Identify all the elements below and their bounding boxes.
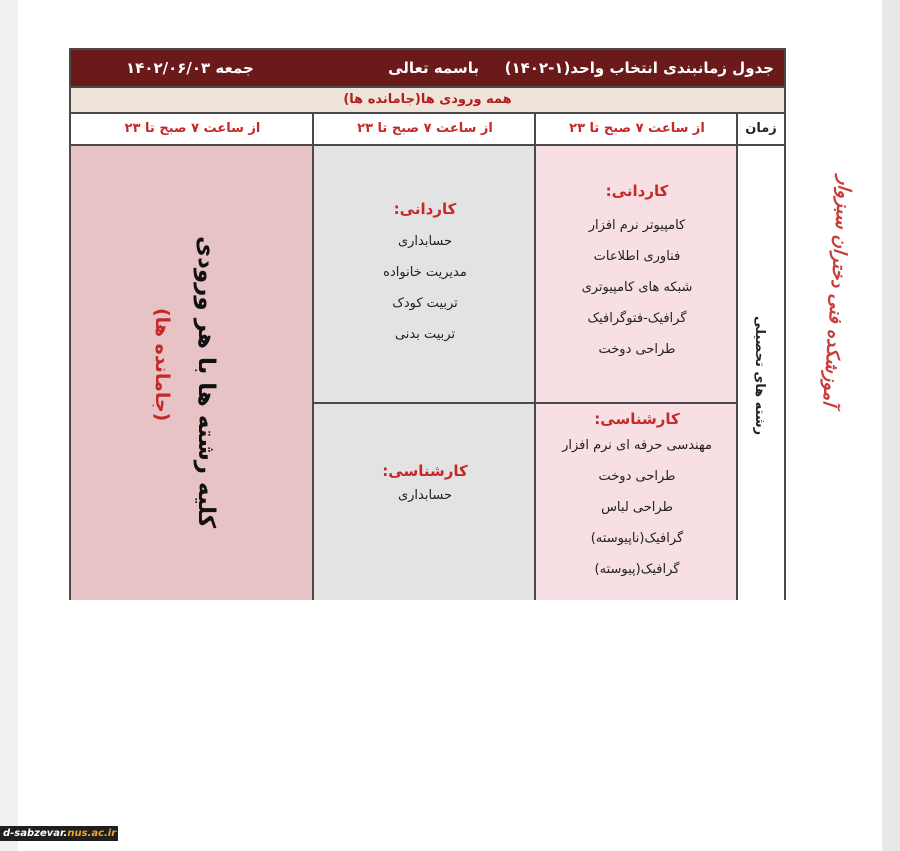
grid-line <box>314 402 736 404</box>
fields-row-label: رشته های تحصیلی <box>752 316 767 436</box>
table-header-bar <box>71 50 784 86</box>
col2-kardani-cell <box>314 146 536 404</box>
time-slot-col3: از ساعت ۷ صبح تا ۲۳ <box>71 114 314 146</box>
list-item: گرافیک(پیوسته) <box>594 562 680 577</box>
col1-kardani-label: کاردانی: <box>605 182 669 200</box>
col2-karshenasi-list <box>314 404 536 511</box>
grid-line <box>534 114 536 600</box>
list-item: گرافیک-فتوگرافیک <box>587 311 687 326</box>
site-url-domain: nus.ac.ir <box>67 828 117 839</box>
fields-label-cell <box>738 146 784 600</box>
list-item: حسابداری <box>397 234 453 249</box>
audience-subheader: همه ورودی ها(جامانده ها) <box>71 86 784 114</box>
col3-all-fields-text: کلیه رشته ها با هر ورودی <box>193 236 219 529</box>
list-item: حسابداری <box>397 488 453 503</box>
list-item: تربیت کودک <box>392 296 458 311</box>
col1-kardani-list <box>536 146 738 365</box>
site-url-prefix: d-sabzevar. <box>3 828 68 839</box>
col3-leftover-text: (جامانده ها) <box>151 308 173 422</box>
col2-karshenasi-label: کارشناسی: <box>382 462 468 480</box>
site-url-tag[interactable] <box>0 826 118 841</box>
list-item: مهندسی حرفه ای نرم افزار <box>562 438 712 453</box>
col3-all-fields-cell <box>71 146 314 600</box>
col2-kardani-list <box>314 146 536 350</box>
col1-kardani-cell <box>536 146 738 404</box>
schedule-table <box>69 48 786 600</box>
list-item: طراحی لباس <box>601 500 673 515</box>
grid-line <box>312 114 314 600</box>
list-item: طراحی دوخت <box>598 342 676 357</box>
basmala-text: باسمه تعالی <box>388 59 479 77</box>
list-item: فناوری اطلاعات <box>593 249 681 264</box>
scrollbar-track[interactable] <box>882 0 900 851</box>
list-item: گرافیک(ناپیوسته) <box>590 531 684 546</box>
col1-karshenasi-cell <box>536 404 738 600</box>
table-title: جدول زمانبندی انتخاب واحد(۱-۱۴۰۲) <box>504 59 774 77</box>
list-item: کامپیوتر نرم افزار <box>588 218 686 233</box>
list-item: شبکه های کامپیوتری <box>581 280 693 295</box>
col1-karshenasi-label: کارشناسی: <box>594 410 680 428</box>
list-item: طراحی دوخت <box>598 469 676 484</box>
college-signature-watermark: آموزشکده فنی دختران سبزوار <box>818 175 856 407</box>
time-row-label: زمان <box>738 114 784 146</box>
schedule-date: جمعه ۱۴۰۲/۰۶/۰۳ <box>126 59 254 77</box>
time-slot-col1: از ساعت ۷ صبح تا ۲۳ <box>536 114 738 146</box>
col1-karshenasi-list <box>536 404 738 585</box>
list-item: تربیت بدنی <box>394 327 456 342</box>
col2-kardani-label: کاردانی: <box>393 200 457 218</box>
time-slot-col2: از ساعت ۷ صبح تا ۲۳ <box>314 114 536 146</box>
col2-karshenasi-cell <box>314 404 536 600</box>
grid-line <box>736 114 738 600</box>
list-item: مدیریت خانواده <box>383 265 467 280</box>
